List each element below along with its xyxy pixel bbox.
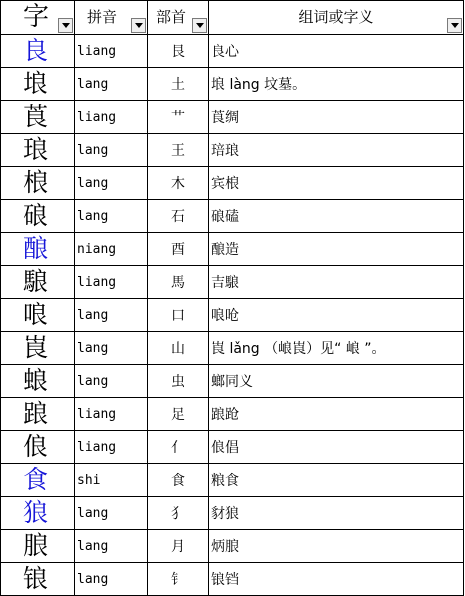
char-cell[interactable]: 哴 [1, 299, 75, 332]
char-cell[interactable]: 锒 [1, 563, 75, 596]
table-row [1, 299, 464, 332]
table-row [1, 530, 464, 563]
table-row [1, 431, 464, 464]
radical-cell[interactable]: 口 [148, 299, 209, 332]
radical-cell[interactable]: 木 [148, 167, 209, 200]
radical-cell[interactable]: 艮 [148, 35, 209, 68]
table-row [1, 497, 464, 530]
radical-cell[interactable]: 山 [148, 332, 209, 365]
pinyin-cell[interactable]: lang [75, 200, 148, 233]
char-cell[interactable]: 蜋 [1, 365, 75, 398]
char-cell[interactable]: 崀 [1, 332, 75, 365]
meaning-cell[interactable]: 炳朖 [209, 530, 464, 563]
radical-cell[interactable]: 钅 [148, 563, 209, 596]
chevron-down-icon [135, 23, 143, 28]
pinyin-cell[interactable]: lang [75, 365, 148, 398]
pinyin-cell[interactable]: lang [75, 530, 148, 563]
char-cell[interactable]: 琅 [1, 134, 75, 167]
char-cell[interactable]: 狼 [1, 497, 75, 530]
table-row [1, 134, 464, 167]
pinyin-cell[interactable]: lang [75, 563, 148, 596]
char-cell[interactable]: 朖 [1, 530, 75, 563]
pinyin-cell[interactable]: lang [75, 167, 148, 200]
char-cell[interactable]: 桹 [1, 167, 75, 200]
column-header-meaning [209, 1, 464, 35]
pinyin-cell[interactable]: liang [75, 431, 148, 464]
radical-cell[interactable]: 亻 [148, 431, 209, 464]
char-cell[interactable]: 踉 [1, 398, 75, 431]
char-cell[interactable]: 良 [1, 35, 75, 68]
column-header-meaning-label: 组词或字义 [298, 8, 374, 26]
table-row [1, 35, 464, 68]
radical-cell[interactable]: 石 [148, 200, 209, 233]
char-cell[interactable]: 埌 [1, 68, 75, 101]
char-cell[interactable]: 酿 [1, 233, 75, 266]
meaning-cell[interactable]: 宾桹 [209, 167, 464, 200]
meaning-cell[interactable]: 俍倡 [209, 431, 464, 464]
radical-cell[interactable]: 王 [148, 134, 209, 167]
pinyin-cell[interactable]: lang [75, 332, 148, 365]
pinyin-cell[interactable]: liang [75, 35, 148, 68]
pinyin-cell[interactable]: niang [75, 233, 148, 266]
radical-cell[interactable]: 酉 [148, 233, 209, 266]
table-row [1, 365, 464, 398]
meaning-cell[interactable]: 豺狼 [209, 497, 464, 530]
table-row [1, 167, 464, 200]
radical-cell[interactable]: 足 [148, 398, 209, 431]
table-row [1, 563, 464, 596]
filter-dropdown-radical-button[interactable] [192, 18, 207, 33]
radical-cell[interactable]: 馬 [148, 266, 209, 299]
char-cell[interactable]: 駺 [1, 266, 75, 299]
meaning-cell[interactable]: 粮食 [209, 464, 464, 497]
meaning-cell[interactable]: 崀 lǎng （㟍崀）见“ 㟍 ”。 [209, 332, 464, 365]
pinyin-cell[interactable]: liang [75, 266, 148, 299]
meaning-cell[interactable]: 硠磕 [209, 200, 464, 233]
column-header-radical-label: 部首 [156, 8, 187, 26]
char-cell[interactable]: 俍 [1, 431, 75, 464]
char-cell[interactable]: 食 [1, 464, 75, 497]
meaning-cell[interactable]: 锒铛 [209, 563, 464, 596]
radical-cell[interactable]: 艹 [148, 101, 209, 134]
meaning-cell[interactable]: 螂同义 [209, 365, 464, 398]
radical-cell[interactable]: 食 [148, 464, 209, 497]
pinyin-cell[interactable]: liang [75, 398, 148, 431]
table-row [1, 200, 464, 233]
meaning-cell[interactable]: 埌 làng 坟墓。 [209, 68, 464, 101]
pinyin-cell[interactable]: lang [75, 299, 148, 332]
char-cell[interactable]: 硠 [1, 200, 75, 233]
radical-cell[interactable]: 犭 [148, 497, 209, 530]
column-header-char [1, 1, 75, 35]
header-row [1, 1, 464, 35]
chevron-down-icon [451, 23, 459, 28]
chevron-down-icon [62, 23, 70, 28]
filter-dropdown-char-button[interactable] [58, 18, 73, 33]
table-row [1, 101, 464, 134]
column-header-radical [148, 1, 209, 35]
column-header-pinyin [75, 1, 148, 35]
meaning-cell[interactable]: 良心 [209, 35, 464, 68]
pinyin-cell[interactable]: liang [75, 101, 148, 134]
meaning-cell[interactable]: 踉跄 [209, 398, 464, 431]
meaning-cell[interactable]: 哴呛 [209, 299, 464, 332]
radical-cell[interactable]: 月 [148, 530, 209, 563]
table-row [1, 332, 464, 365]
radical-cell[interactable]: 土 [148, 68, 209, 101]
table-row [1, 398, 464, 431]
column-header-char-label: 字 [23, 2, 50, 32]
char-cell[interactable]: 莨 [1, 101, 75, 134]
radical-cell[interactable]: 虫 [148, 365, 209, 398]
filter-dropdown-meaning-button[interactable] [447, 18, 462, 33]
meaning-cell[interactable]: 酿造 [209, 233, 464, 266]
pinyin-cell[interactable]: lang [75, 497, 148, 530]
chevron-down-icon [196, 23, 204, 28]
table-row [1, 68, 464, 101]
meaning-cell[interactable]: 吉駺 [209, 266, 464, 299]
pinyin-cell[interactable]: shi [75, 464, 148, 497]
filter-dropdown-pinyin-button[interactable] [131, 18, 146, 33]
meaning-cell[interactable]: 琣琅 [209, 134, 464, 167]
pinyin-cell[interactable]: lang [75, 68, 148, 101]
pinyin-cell[interactable]: lang [75, 134, 148, 167]
meaning-cell[interactable]: 莨绸 [209, 101, 464, 134]
table-row [1, 266, 464, 299]
table-row [1, 233, 464, 266]
table-row [1, 464, 464, 497]
column-header-pinyin-label: 拼音 [87, 8, 118, 26]
